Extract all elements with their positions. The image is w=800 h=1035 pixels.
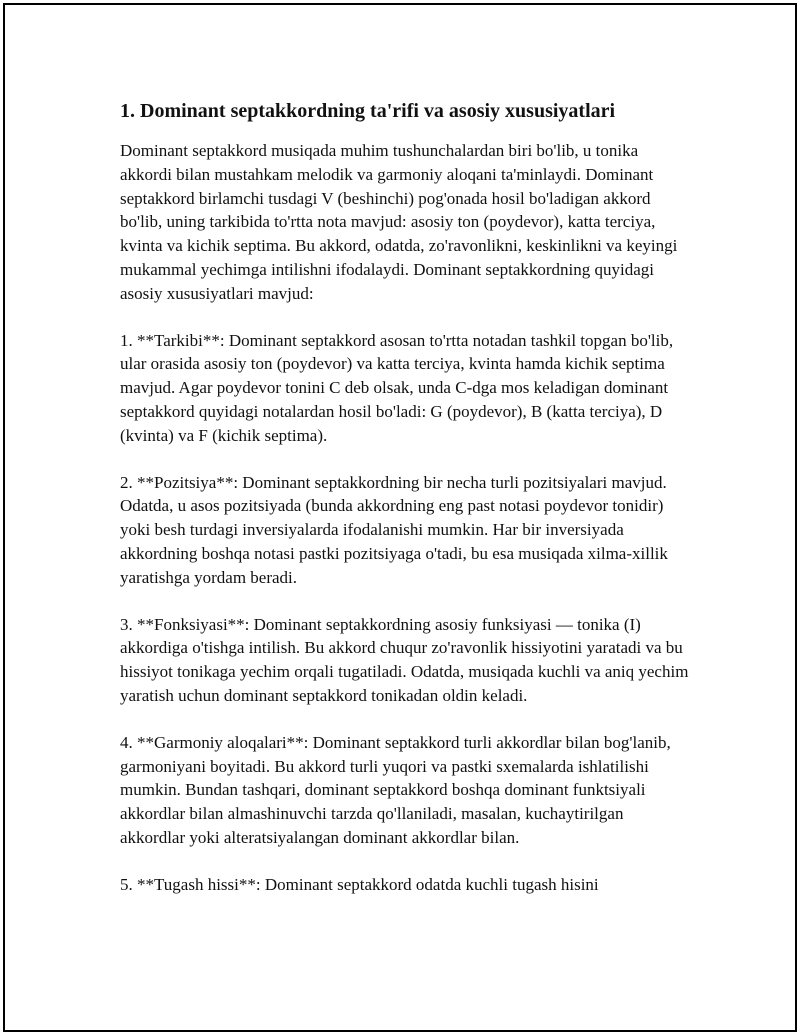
paragraph-tarkibi: 1. **Tarkibi**: Dominant septakkord asosan to'rtta notadan tashkil topgan bo'lib, ular orasida asosiy ton (poydevor) va katta terciya, kvinta hamda kichik septima mavjud. Agar poydevor tonini C deb olsak, unda C-dga mos keladigan dominant septakkord quyidagi notalardan hosil bo'ladi: G (poydevor), B (katta terciya), D (kvinta) va F (kichik septima). <box>120 330 674 445</box>
paragraph-garmoniy-aloqalari: 4. **Garmoniy aloqalari**: Dominant septakkord turli akkordlar bilan bog'lanib, garmoniyani boyitadi. Bu akkord turli yuqori va pastki sxemalarda ishlatilishi mumkin. Bundan tashqari, dominant septakkord boshqa dominant funktsiyali akkordlar bilan almashinuvchi tarzda qo'llaniladi, masalan, kuchaytirilgan akkordlar yoki alteratsiyalangan dominant akkordlar bilan. <box>120 732 671 847</box>
intro-paragraph: Dominant septakkord musiqada muhim tushunchalardan biri bo'lib, u tonika akkordi bilan mustahkam melodik va garmoniy aloqani ta'minlaydi. Dominant septakkord birlamchi tusdagi V (beshinchi) pog'onada hosil bo'ladigan akkord bo'lib, uning tarkibida to'rtta nota mavjud: asosiy ton (poydevor), katta terciya, kvinta va kichik septima. Bu akkord, odatda, zo'ravonlikni, keskinlikni va keyingi mukammal yechimga intilishni ifodalaydi. Dominant septakkordning quyidagi asosiy xususiyatlari mavjud: <box>120 141 678 303</box>
paragraph-pozitsiya: 2. **Pozitsiya**: Dominant septakkordning bir necha turli pozitsiyalari mavjud. Odatda, u asos pozitsiyada (bunda akkordning eng past notasi poydevor tonidir) yoki besh turdagi inversiyalarda ifodalanishi mumkin. Har bir inversiyada akkordning boshqa notasi pastki pozitsiyaga o'tadi, bu esa musiqada xilma-xillik yaratishga yordam beradi. <box>120 472 668 587</box>
paragraph-fonksiyasi: 3. **Fonksiyasi**: Dominant septakkordning asosiy funksiyasi — tonika (I) akkordiga o'tishga intilish. Bu akkord chuqur zo'ravonlik hissiyotini yaratadi va bu hissiyot tonikaga yechim orqali tugatiladi. Odatda, musiqada kuchli va aniq yechim yaratish uchun dominant septakkord tonikadan oldin keladi. <box>120 614 689 705</box>
section-heading: 1. Dominant septakkordning ta'rifi va asosiy xususiyatlari <box>120 100 616 122</box>
document-body <box>120 97 690 920</box>
paragraph-tugash-hissi: 5. **Tugash hissi**: Dominant septakkord odatda kuchli tugash hisini <box>120 874 599 894</box>
document-page <box>3 3 797 1032</box>
